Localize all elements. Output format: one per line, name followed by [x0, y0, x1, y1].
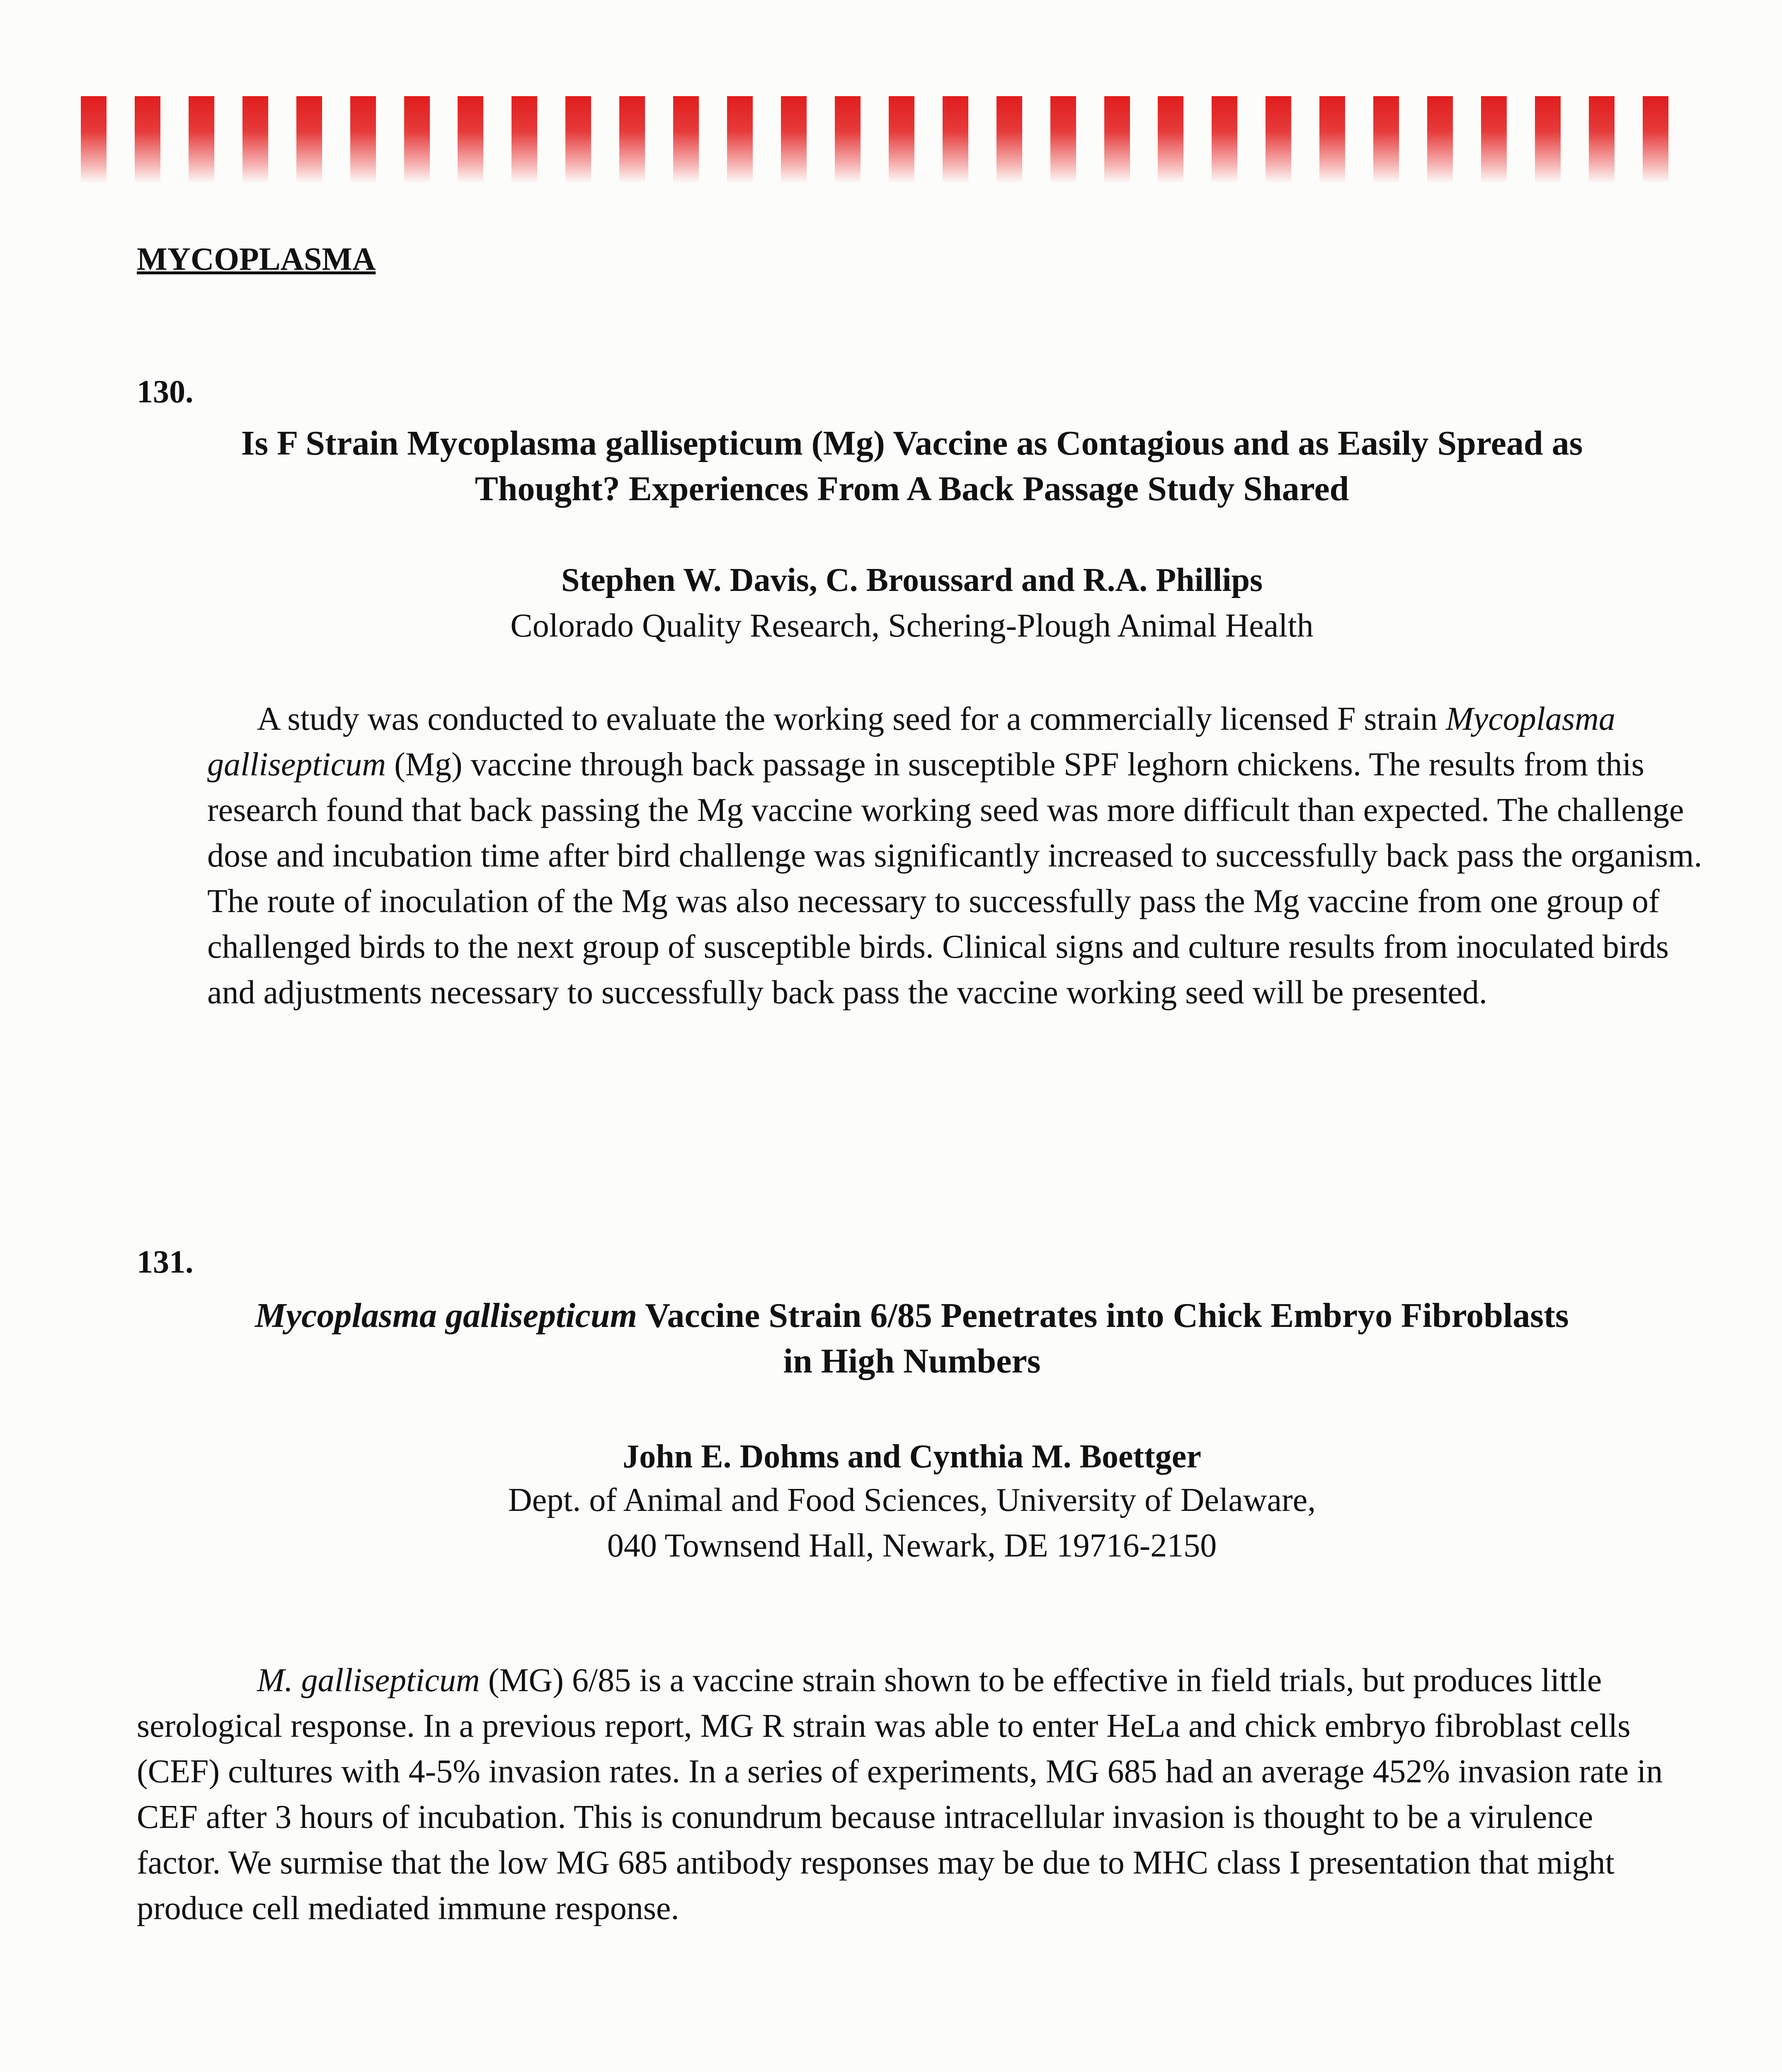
banner-stripe	[512, 96, 537, 183]
abstract-130-authors: Stephen W. Davis, C. Broussard and R.A. Phillips	[561, 562, 1263, 598]
abstract-131-affiliation	[124, 1477, 1700, 1569]
abstract-131-body-rest: (MG) 6/85 is a vaccine strain shown to be effective in field trials, but produces little serological response. In a previous report, MG R strain was able to enter HeLa and chick embryo fibroblast cells (CEF) cultures with 4-5% invasion rates. In a series of experiments, MG 685 had an average 452% invasion rate in CEF after 3 hours of incubation. This is conundrum because intracellular invasion is thought to be a virulence factor. We surmise that the low MG 685 antibody responses may be due to MHC class I presentation that might produce cell mediated immune response.	[137, 1662, 1663, 1927]
abstract-131-affiliation-line: 040 Townsend Hall, Newark, DE 19716-2150	[607, 1527, 1217, 1564]
banner-stripe	[889, 96, 914, 183]
banner-stripe	[1643, 96, 1668, 183]
banner-stripe	[996, 96, 1022, 183]
abstract-130-affiliation: Colorado Quality Research, Schering-Plough Animal Health	[510, 608, 1314, 644]
abstract-131-title-line1	[124, 1293, 1700, 1339]
banner-stripe	[135, 96, 160, 183]
decorative-striped-banner	[81, 96, 1668, 183]
banner-stripe	[1589, 96, 1615, 183]
banner-stripe	[1319, 96, 1345, 183]
banner-stripe	[1427, 96, 1453, 183]
banner-stripe	[1373, 96, 1399, 183]
banner-stripe	[673, 96, 699, 183]
abstract-130-title-line: Is F Strain Mycoplasma gallisepticum (Mg) Vaccine as Contagious and as Easily Spread as	[241, 424, 1583, 462]
abstract-131-affiliation-line: Dept. of Animal and Food Sciences, University of Delaware,	[508, 1482, 1316, 1518]
banner-stripe	[727, 96, 753, 183]
banner-stripe	[1104, 96, 1130, 183]
banner-stripe	[296, 96, 322, 183]
banner-stripe	[81, 96, 107, 183]
banner-stripe	[404, 96, 430, 183]
banner-stripe	[1535, 96, 1561, 183]
abstract-130-body-italic: Mycoplasma gallisepticum	[207, 701, 1615, 783]
banner-stripe	[189, 96, 214, 183]
banner-stripe	[242, 96, 268, 183]
abstract-130-body-lead: A study was conducted to evaluate the working seed for a commercially licensed F strain	[257, 701, 1438, 737]
abstract-130-body-rest: (Mg) vaccine through back passage in susceptible SPF leghorn chickens. The results from this research found that back passing the Mg vaccine working seed was more difficult than expected. The challenge dose and incubation time after bird challenge was significantly increased to successfully back pass the organism. The route of inoculation of the Mg was also necessary to successfully pass the Mg vaccine from one group of challenged birds to the next group of susceptible birds. Clinical signs and culture results from inoculated birds and adjustments necessary to successfully back pass the vaccine working seed will be presented.	[207, 746, 1702, 1011]
banner-stripe	[1481, 96, 1507, 183]
banner-stripe	[781, 96, 807, 183]
section-title: MYCOPLASMA	[137, 241, 376, 277]
banner-stripe	[1158, 96, 1183, 183]
abstract-130-title	[124, 421, 1700, 512]
abstract-131-body	[137, 1658, 1670, 1931]
abstract-130-body	[207, 696, 1708, 1015]
banner-stripe	[1212, 96, 1237, 183]
abstract-131-authors: John E. Dohms and Cynthia M. Boettger	[623, 1438, 1201, 1475]
banner-stripe	[350, 96, 376, 183]
banner-stripe	[943, 96, 968, 183]
banner-stripe	[619, 96, 645, 183]
abstract-131-title-line2: in High Numbers	[783, 1342, 1041, 1380]
banner-stripe	[458, 96, 483, 183]
banner-stripe	[1266, 96, 1291, 183]
abstract-131-title-italic: Mycoplasma gallisepticum	[255, 1296, 637, 1335]
abstract-131-title	[124, 1293, 1700, 1384]
banner-stripe	[1050, 96, 1076, 183]
abstract-131-title-line1-rest: Vaccine Strain 6/85 Penetrates into Chick Embryo Fibroblasts	[637, 1296, 1569, 1335]
banner-stripe	[835, 96, 861, 183]
abstract-131-number: 131.	[137, 1244, 194, 1280]
abstract-130-title-line: Thought? Experiences From A Back Passage Study Shared	[475, 470, 1349, 508]
abstract-130-number: 130.	[137, 373, 194, 409]
banner-stripe	[565, 96, 591, 183]
abstract-131-body-italic: M. gallisepticum	[257, 1662, 480, 1699]
